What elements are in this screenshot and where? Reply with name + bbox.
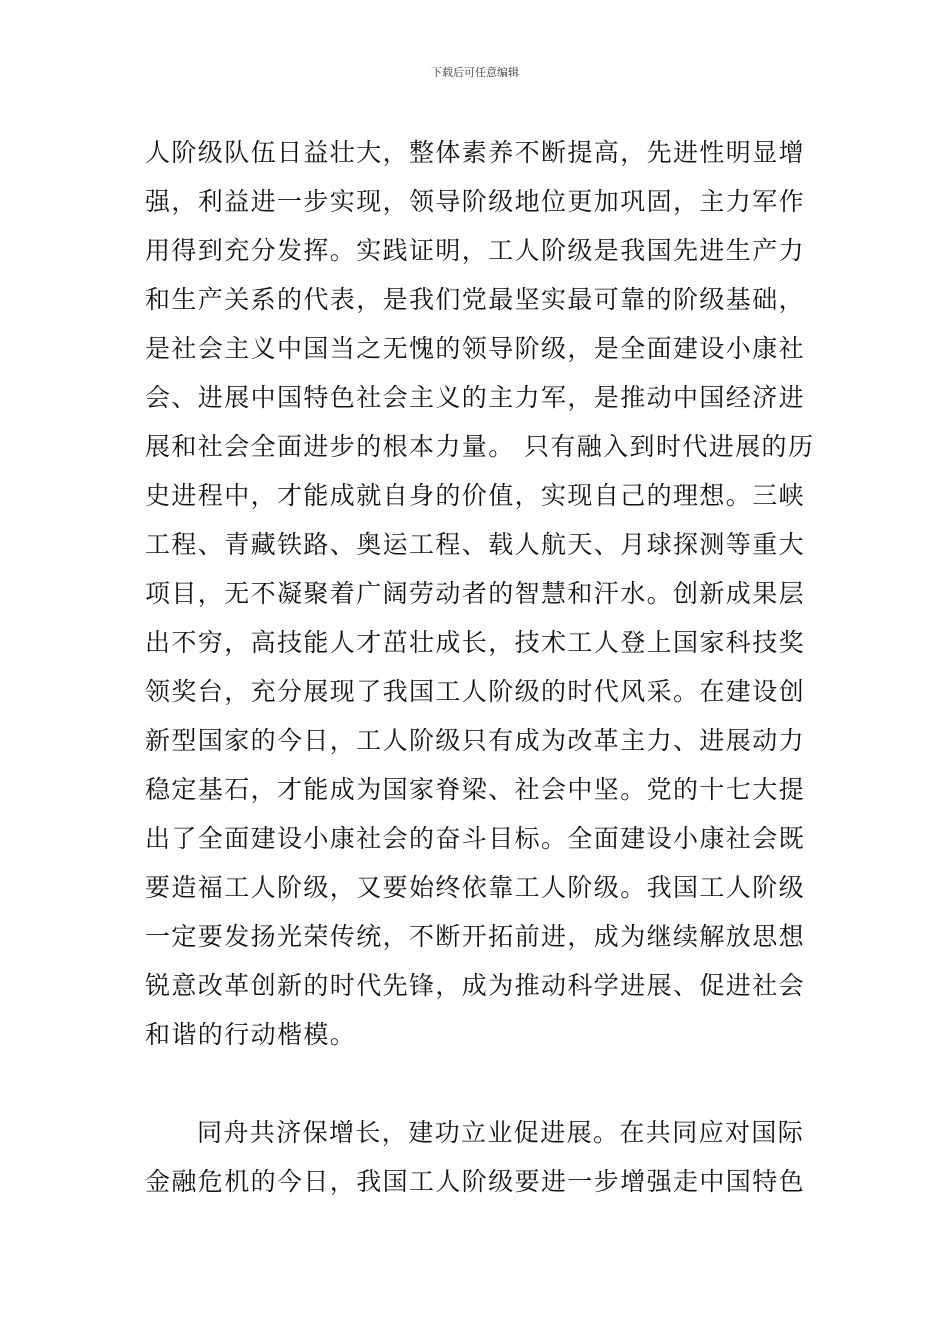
text-line: 是社会主义中国当之无愧的领导阶级，是全面建设小康社	[145, 334, 806, 363]
text-line: 会、进展中国特色社会主义的主力军，是推动中国经济进	[145, 383, 806, 412]
text-line: 锐意改革创新的时代先锋，成为推动科学进展、促进社会	[145, 971, 806, 1000]
text-line: 新型国家的今日，工人阶级只有成为改革主力、进展动力	[145, 726, 806, 755]
text-line: 和生产关系的代表，是我们党最坚实最可靠的阶级基础，	[145, 285, 806, 314]
text-line: 出不穷，高技能人才茁壮成长，技术工人登上国家科技奖	[145, 628, 806, 657]
text-line: 工程、青藏铁路、奥运工程、载人航天、月球探测等重大	[145, 530, 806, 559]
page-header: 下载后可任意编辑	[431, 66, 519, 79]
text-line: 同舟共济保增长，建功立业促进展。在共同应对国际	[197, 1118, 805, 1147]
text-line: 领奖台，充分展现了我国工人阶级的时代风采。在建设创	[145, 677, 806, 706]
text-line: 要造福工人阶级，又要始终依靠工人阶级。我国工人阶级	[145, 873, 806, 902]
text-line: 项目，无不凝聚着广阔劳动者的智慧和汗水。创新成果层	[145, 579, 806, 608]
text-line: 强，利益进一步实现，领导阶级地位更加巩固，主力军作	[145, 187, 806, 216]
text-line: 展和社会全面进步的根本力量。 只有融入到时代进展的历	[145, 432, 815, 461]
text-line: 人阶级队伍日益壮大，整体素养不断提高，先进性明显增	[145, 138, 806, 167]
text-line: 史进程中，才能成就自身的价值，实现自己的理想。三峡	[145, 481, 806, 510]
text-line: 用得到充分发挥。实践证明，工人阶级是我国先进生产力	[145, 236, 806, 265]
body-text	[145, 128, 815, 1206]
paragraph-gap	[145, 1059, 807, 1108]
text-line: 出了全面建设小康社会的奋斗目标。全面建设小康社会既	[145, 824, 806, 853]
paragraph-2	[145, 1108, 807, 1206]
text-line: 金融危机的今日，我国工人阶级要进一步增强走中国特色	[145, 1167, 806, 1196]
text-line: 一定要发扬光荣传统，不断开拓前进，成为继续解放思想	[145, 922, 806, 951]
paragraph-1	[145, 128, 815, 1059]
text-line: 和谐的行动楷模。	[145, 1020, 357, 1049]
text-line: 稳定基石，才能成为国家脊梁、社会中坚。党的十七大提	[145, 775, 806, 804]
